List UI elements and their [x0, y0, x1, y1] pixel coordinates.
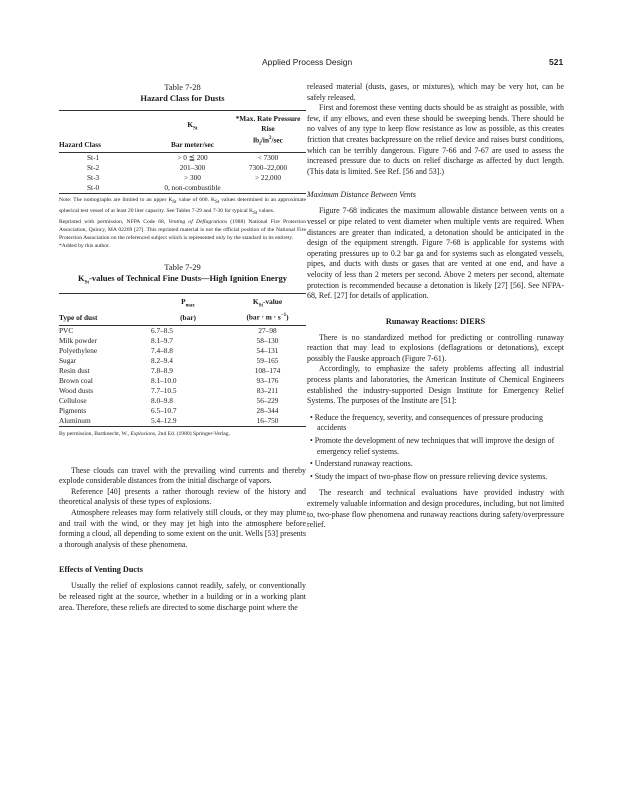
- left-column: [59, 82, 306, 613]
- t29-cell: 7.8–8.9: [151, 365, 173, 375]
- t29-header-kst: $K_{St}$-value: [252, 296, 283, 309]
- t29-header-units: $(bar \cdot m \cdot s^{-1})$: [246, 312, 289, 322]
- table-row: [59, 376, 306, 386]
- t28-cell: 201–300: [179, 162, 206, 172]
- t29-cell: 83–211: [256, 385, 279, 395]
- table-row: [59, 396, 306, 406]
- t29-cell: 27–98: [258, 325, 277, 335]
- table-7-28-grid: [59, 110, 306, 194]
- t28-cell: > 22,000: [254, 172, 281, 182]
- t29-cell: Brown coal: [59, 375, 93, 385]
- t29-cell: Aluminum: [59, 415, 91, 425]
- t28-cell: St-1: [87, 152, 100, 162]
- table-row: [59, 356, 306, 366]
- t28-header-lbf: $lb_f/in^2/\sec$: [253, 135, 283, 147]
- t29-cell: 8.1–10.0: [151, 375, 177, 385]
- t28-cell: > 300: [184, 172, 201, 182]
- t29-cell: 16–750: [256, 415, 279, 425]
- t29-cell: Sugar: [59, 355, 77, 365]
- table-7-28: [59, 82, 306, 250]
- table-7-28-reprint-note: Reprinted with permission, NFPA Code 68, Venting of Deflagrations (1988) National Fire Protection Association, Quincy, MA 02269 [27]. This reprinted material is not the official position of the National Fire Protection Association on the referenced subject which is represented only by the standard in its entirety.: [59, 219, 306, 242]
- table-row: [59, 346, 306, 356]
- t28-cell: < 7300: [257, 152, 279, 162]
- table-7-29: [59, 262, 306, 438]
- right-paragraph-4: There is no standardized method for predicting or controlling runaway reaction that may lead to explosions (deflagrations or detonations), except possibly the Fauske approach (Figure 7-61).: [307, 332, 564, 363]
- right-paragraph-1: released material (dusts, gases, or mixtures), which may be very hot, can be safely released.: [307, 82, 564, 102]
- left-paragraph-4: Usually the relief of explosions cannot readily, safely, or conventionally be released right at the source, whether in a building or in a working plant area. Therefore, these reliefs are directed to some discharge point where the: [59, 581, 306, 612]
- t29-header-blank: [59, 293, 147, 311]
- right-column: [307, 82, 564, 531]
- section-heading-venting-ducts: Effects of Venting Ducts: [59, 565, 143, 575]
- t29-header-bar: (bar): [180, 312, 196, 322]
- t28-cell: [230, 183, 306, 194]
- table-7-28-title: Table 7-28: [164, 82, 201, 92]
- t29-cell: 59–165: [256, 355, 279, 365]
- t28-header-blank: [59, 111, 155, 135]
- running-header-title: Applied Process Design: [262, 57, 353, 67]
- table-row: [59, 416, 306, 427]
- t29-cell: Cellulose: [59, 395, 87, 405]
- page-number: 521: [549, 57, 564, 67]
- left-paragraph-3: Atmosphere releases may form relatively still clouds, or they may plume and trail with the wind, or they may jet high into the atmosphere before forming a cloud, all depending to some extent on the unit. Wells [53] presents a thorough analysis of these phenomena.: [59, 508, 306, 549]
- table-row: [59, 366, 306, 376]
- t29-cell: 8.2–9.4: [151, 355, 173, 365]
- t28-cell: 0, non-combustible: [164, 182, 221, 192]
- t28-cell: St-2: [87, 162, 100, 172]
- table-7-29-credit: By permission, Bartknecht, W., Explosions, 2nd Ed. (1980) Springer-Verlag.: [59, 430, 230, 437]
- t29-header-pmax: $P_{max}$: [181, 296, 195, 309]
- t29-cell: 93–176: [256, 375, 279, 385]
- t29-cell: Polyethylene: [59, 345, 98, 355]
- diers-purposes-list: [307, 413, 564, 483]
- t29-cell: Pigments: [59, 405, 87, 415]
- list-item: • Promote the development of new techniques that will improve the design of emergency relief systems.: [310, 436, 555, 456]
- list-item: • Study the impact of two-phase flow on pressure relieving device systems.: [310, 471, 548, 481]
- table-7-28-subtitle: Hazard Class for Dusts: [140, 93, 225, 103]
- subheading-max-distance: Maximum Distance Between Vents: [307, 190, 416, 200]
- table-row: [59, 183, 306, 194]
- t29-cell: 6.5–10.7: [151, 405, 177, 415]
- t29-cell: 7.7–10.5: [151, 385, 177, 395]
- right-paragraph-5: Accordingly, to emphasize the safety problems affecting all industrial process plants and laboratories, the American Institute of Chemical Engineers established the industry-supported Design Institute for Emergency Relief Systems. The purposes of the Institute are [51]:: [307, 364, 564, 406]
- t29-cell: 58–130: [256, 335, 279, 345]
- t28-header-kst: $K_{St}$: [187, 119, 198, 131]
- t29-cell: 54–131: [256, 345, 279, 355]
- t28-header-hazard-class: Hazard Class: [59, 139, 101, 149]
- t29-cell: Wood dusts: [59, 385, 94, 395]
- right-paragraph-2: First and foremost these venting ducts should be as straight as possible, with few, if any elbows, and even these should be sweeping bends. There should be no valves of any type to keep flow resistance as low as possible, as this creates friction that creates backpressure on the relief device and raises burst conditions, which can be terribly dangerous. Figure 7-66 and 7-67 are used to assess the increased pressure due to ducts on relief discharge as affected by duct length. (This data is limited. See Ref. [56 and 53].): [307, 103, 564, 176]
- right-paragraph-3: Figure 7-68 indicates the maximum allowable distance between vents on a vessel or pipe related to vent diameter when multiple vents are required. When distances are greater than indicated, a detonation should be anticipated in the design of the equipment strength. Figure 7-68 is applicable for systems with operating pressures up to 0.2 bar ga and for systems such as elongated vessels, pipes, and ducts with dusts or gases that are vented at one end, and have a velocity of less than 2 meters per second. Above 2 meters per second, alternate protection is recommended because a detonation is likely [27] [56]. See NFPA-68, Ref. [27] for details of application.: [307, 206, 564, 301]
- t28-header-maxrate: *Max. Rate Pressure Rise: [235, 114, 301, 133]
- t29-cell: Resin dust: [59, 365, 90, 375]
- t29-cell: PVC: [59, 325, 74, 335]
- table-7-28-note: Note: The nomographs are limited to an upper KSt value of 600. KSt values determined in an approximate spherical test vessel of at least 20 liter capacity. See Tables 7-29 and 7-30 for typical KSt values.: [59, 196, 306, 217]
- t29-cell: 28–344: [256, 405, 279, 415]
- table-row: [59, 163, 306, 173]
- section-heading-runaway-reactions: Runaway Reactions: DIERS: [385, 316, 486, 326]
- t28-cell: St-3: [87, 172, 100, 182]
- t29-cell: 8.0–9.8: [151, 395, 173, 405]
- t29-cell: 8.1–9.7: [151, 335, 173, 345]
- table-7-29-subtitle: $K_{St}$-values of Technical Fine Dusts—High Ignition Energy: [78, 273, 287, 286]
- table-row: [59, 386, 306, 396]
- table-row: [59, 406, 306, 416]
- list-item: • Understand runaway reactions.: [310, 459, 413, 469]
- table-row: [59, 325, 306, 336]
- t29-cell: Milk powder: [59, 335, 97, 345]
- table-row: [59, 173, 306, 183]
- left-paragraph-1: These clouds can travel with the prevailing wind currents and thereby explode considerable distances from the initial discharge of vapors.: [59, 465, 306, 486]
- left-body-text: [59, 466, 306, 614]
- table-7-29-grid: [59, 293, 306, 427]
- list-item: • Reduce the frequency, severity, and consequences of pressure producing accidents: [310, 412, 543, 433]
- t29-cell: 7.4–8.8: [151, 345, 173, 355]
- t29-header-type: Type of dust: [59, 312, 98, 322]
- table-row: [59, 336, 306, 346]
- table-7-28-added-note: *Added by this author.: [59, 243, 110, 250]
- right-paragraph-6: The research and technical evaluations have provided industry with extremely valuable information and design procedures, including, but not limited to, two-phase flow phenomena and runaway reactions during safety/overpressure relief.: [307, 488, 564, 530]
- t29-cell: 6.7–8.5: [151, 325, 173, 335]
- t29-cell: 108–174: [254, 365, 281, 375]
- table-row: [59, 152, 306, 163]
- left-paragraph-2: Reference [40] presents a rather thorough review of the history and theoretical analysis of these types of explosions.: [59, 486, 306, 507]
- table-7-29-title: Table 7-29: [164, 262, 201, 273]
- t28-cell: St-0: [87, 182, 100, 192]
- t28-cell: 7300–22,000: [248, 162, 288, 172]
- t28-cell: > 0 ≦ 200: [177, 152, 208, 162]
- t29-cell: 5.4–12.9: [151, 415, 177, 425]
- t29-cell: 56–229: [256, 395, 279, 405]
- t28-header-bar: Bar meter/sec: [170, 139, 214, 149]
